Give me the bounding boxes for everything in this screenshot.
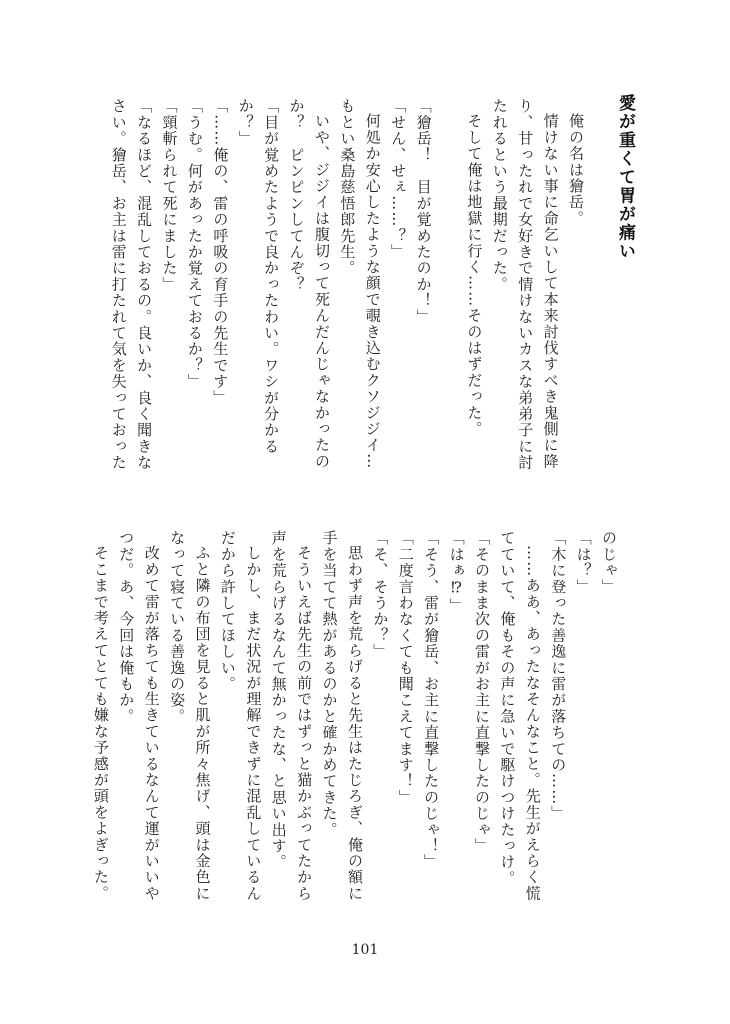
text-line: 「二度言わなくても聞こえてます！」 — [396, 530, 415, 806]
text-line: 「そ、そうか？」 — [371, 530, 390, 660]
text-line: 「……俺の、雷の呼吸の育手の先生です」 — [211, 98, 230, 406]
chapter-title: 愛が重くて胃が痛い — [615, 94, 635, 261]
page-number: 101 — [351, 942, 379, 958]
text-line: 何処か安心したような顔で覗き込むクソジジイ… — [363, 113, 382, 470]
text-line: 手を当てて熱があるのかと確かめてきた。 — [320, 530, 339, 838]
text-line: 「木に登った善逸に雷が落ちての……」 — [549, 530, 568, 822]
text-line: 改めて雷が落ちても生きているなんて運がいいや — [142, 545, 161, 902]
text-line: てていて、俺もその声に急いで駆けつけたっけ。 — [498, 530, 517, 887]
text-line: 「頸斬られて死にました」 — [160, 98, 179, 293]
text-line: か？ ピンピンしてんぞ？ — [287, 98, 306, 293]
text-line: いや、ジジイは腹切って死んだんじゃなかったの — [312, 113, 331, 470]
text-line: そこまで考えてとても嫌な予感が頭をよぎった。 — [91, 545, 110, 902]
blank-line — [436, 98, 461, 471]
text-line: ……ああ、あったなそんなこと。先生がえらく慌 — [523, 545, 542, 902]
text-line: もとい桑島慈悟郎先生。 — [338, 98, 357, 277]
text-line: なって寝ている善逸の姿。 — [168, 530, 187, 725]
text-line: 「獪岳！ 目が覚めたのか！」 — [414, 98, 433, 325]
text-line: だから許してほしい。 — [218, 530, 237, 692]
text-line: 「はぁ⁉」 — [447, 530, 466, 614]
text-line: か？」 — [236, 98, 255, 147]
text-line: 「は？」 — [574, 530, 593, 595]
text-line: 「なるほど、混乱しておるの。良いか、良く聞きな — [135, 98, 154, 471]
text-line: 情けない事に命乞いして本来討伐すべき鬼側に降 — [541, 113, 560, 470]
text-line: つだ。あ、今回は俺もか。 — [117, 530, 136, 725]
text-line: 思わず声を荒らげると先生はたじろぎ、俺の額に — [345, 545, 364, 902]
text-line: そういえば先生の前ではずっと猫かぶってたから — [295, 545, 314, 902]
text-line: 「そう、雷が獪岳、お主に直撃したのじゃ！」 — [422, 530, 441, 871]
body-text-upper — [105, 98, 588, 471]
text-line: り、甘ったれで女好きで情けないカスな弟弟子に討 — [516, 98, 535, 471]
text-line: ふと隣の布団を見ると肌が所々焦げ、頭は金色に — [193, 545, 212, 902]
body-text-lower — [87, 530, 621, 901]
text-line: たれるという最期だった。 — [490, 98, 509, 293]
text-line: のじゃ」 — [600, 530, 618, 595]
text-line: そして俺は地獄に行く……そのはずだった。 — [465, 113, 484, 437]
text-line: さい。獪岳、お主は雷に打たれて気を失っておった — [109, 98, 128, 471]
text-line: 「せん、せぇ……？」 — [389, 98, 408, 260]
text-line: 「目が覚めたようで良かったわい。ワシが分かる — [262, 98, 281, 455]
text-line: 俺の名は獪岳。 — [567, 113, 585, 227]
text-line: 声を荒らげるなんて無かったな、と思い出す。 — [269, 530, 288, 871]
text-line: しかし、まだ状況が理解できずに混乱しているん — [244, 545, 263, 902]
text-line: 「そのまま次の雷がお主に直撃したのじゃ」 — [472, 530, 491, 854]
text-line: 「うむ。何があったか覚えておるか？」 — [185, 98, 204, 390]
